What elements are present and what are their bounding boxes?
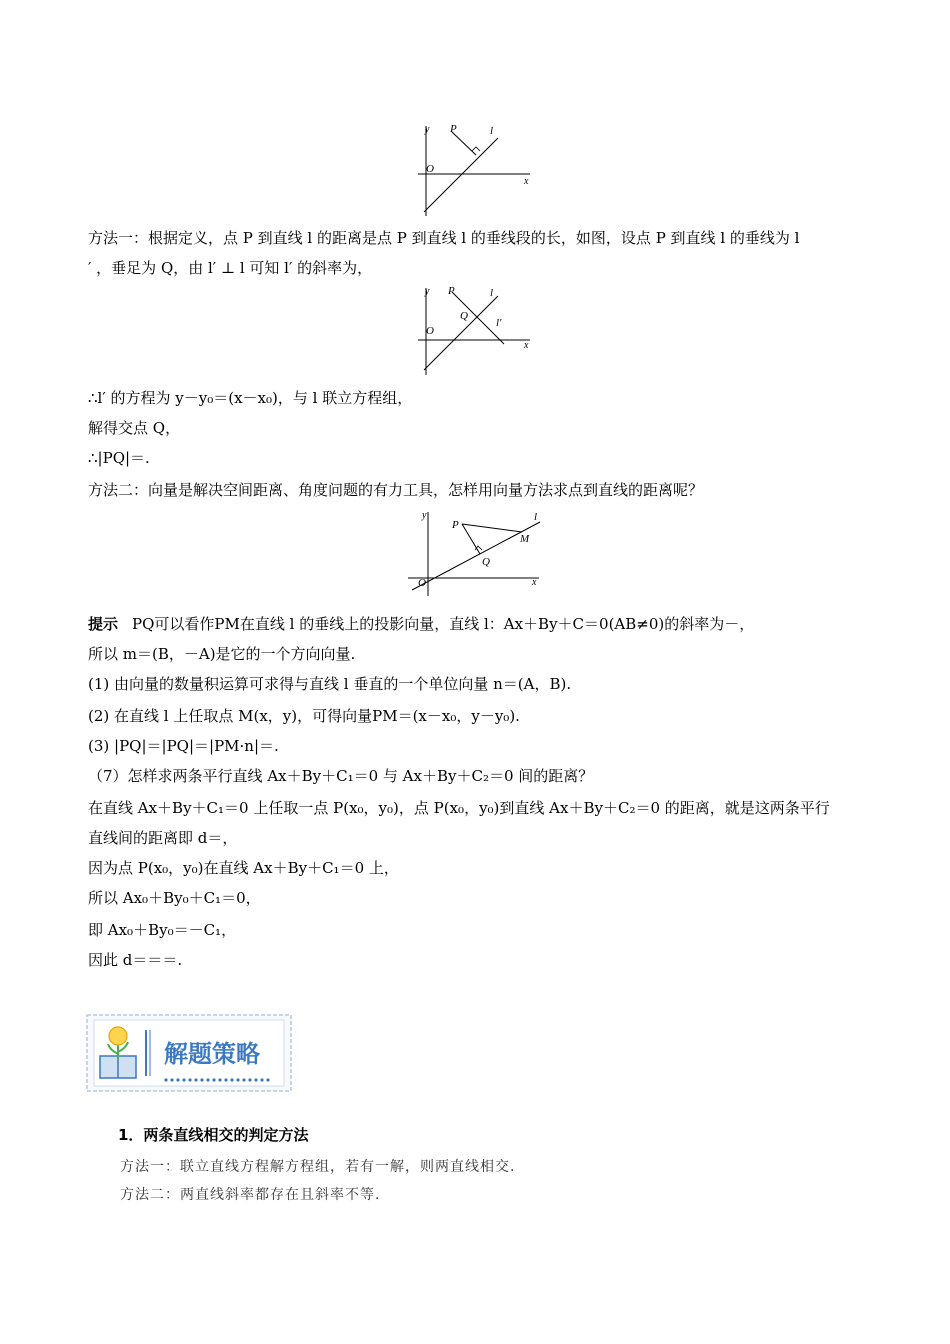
direction-vector: 所以 m＝(B，－A)是它的一个方向向量. [88, 645, 356, 663]
parallel-line6: 因此 d＝＝＝. [88, 951, 183, 969]
segment-pq [462, 524, 480, 554]
label-p: P [448, 285, 455, 297]
method1-pq: ∴|PQ|＝. [88, 449, 150, 467]
strategy-method1: 方法一：联立直线方程解方程组，若有一解，则两直线相交. [120, 1159, 516, 1175]
step-2: (2) 在直线 l 上任取点 M(x，y)，可得向量PM＝(x－x₀，y－y₀). [88, 707, 520, 725]
parallel-line5: 即 Ax₀＋By₀＝－C₁， [88, 921, 237, 939]
right-angle-mark [472, 147, 480, 151]
label-y: y [422, 510, 427, 521]
segment-pm [462, 524, 522, 532]
parallel-line3: 因为点 P(x₀，y₀)在直线 Ax＋By＋C₁＝0 上， [88, 859, 399, 877]
strategy-heading: 1．两条直线相交的判定方法 [118, 1126, 309, 1144]
label-p: P [450, 123, 457, 135]
label-x: x [532, 577, 537, 588]
label-x: x [524, 176, 529, 187]
label-l-prime: l′ [496, 317, 502, 329]
method2-intro: 方法二：向量是解决空间距离、角度问题的有力工具，怎样用向量方法求点到直线的距离呢？ [88, 481, 704, 499]
label-l: l [490, 125, 494, 137]
step-3: (3) |PQ|＝|PQ|＝|PM·n|＝. [88, 737, 279, 755]
method1-line2: ′ ，垂足为 Q，由 l′ ⊥ l 可知 l′ 的斜率为， [88, 259, 373, 277]
parallel-line4: 所以 Ax₀＋By₀＋C₁＝0， [88, 889, 261, 907]
label-l: l [490, 287, 494, 299]
parallel-line1: 在直线 Ax＋By＋C₁＝0 上任取一点 P(x₀，y₀)，点 P(x₀，y₀)到直线 Ax＋By＋C₂＝0 的距离，就是这两条平行 [88, 799, 830, 817]
label-y: y [425, 286, 430, 297]
label-o: O [426, 325, 434, 337]
method1-eq-line: ∴l′ 的方程为 y－y₀＝(x－x₀)，与 l 联立方程组， [88, 389, 413, 407]
label-l: l [534, 511, 538, 523]
label-o: O [426, 163, 434, 175]
label-x: x [524, 340, 529, 351]
figure-vector-projection [404, 508, 549, 598]
parallel-question: （7）怎样求两条平行直线 Ax＋By＋C₁＝0 与 Ax＋By＋C₂＝0 间的距离？ [88, 767, 594, 785]
strategy-banner [86, 1014, 292, 1092]
label-y: y [425, 124, 430, 135]
perpendicular-segment [452, 132, 476, 155]
hint-line [88, 614, 754, 634]
figure-point-line-perpendicular [412, 118, 537, 218]
step-1: (1) 由向量的数量积运算可求得与直线 l 垂直的一个单位向量 n＝(A，B). [88, 675, 572, 693]
label-o: O [418, 577, 426, 589]
hint-label: 提示 [88, 615, 119, 633]
label-p: P [452, 519, 459, 531]
line-l [424, 138, 498, 212]
banner-title: 解题策略 [164, 1040, 260, 1068]
method1-solve: 解得交点 Q， [88, 419, 181, 437]
strategy-method2: 方法二：两直线斜率都存在且斜率不等. [120, 1187, 381, 1203]
line-l [424, 296, 498, 370]
method1-line1: 方法一：根据定义，点 P 到直线 l 的距离是点 P 到直线 l 的垂线段的长，如图，设点 P 到直线 l 的垂线为 l [88, 229, 800, 247]
label-q: Q [460, 310, 468, 322]
parallel-line2: 直线间的距离即 d＝， [88, 829, 238, 847]
hint-text: PQ可以看作PM在直线 l 的垂线上的投影向量，直线 l：Ax＋By＋C＝0(AB≠0)的斜率为－， [132, 615, 755, 633]
figure-perpendicular-foot [412, 282, 537, 377]
label-q: Q [482, 556, 490, 568]
label-m: M [520, 533, 530, 545]
